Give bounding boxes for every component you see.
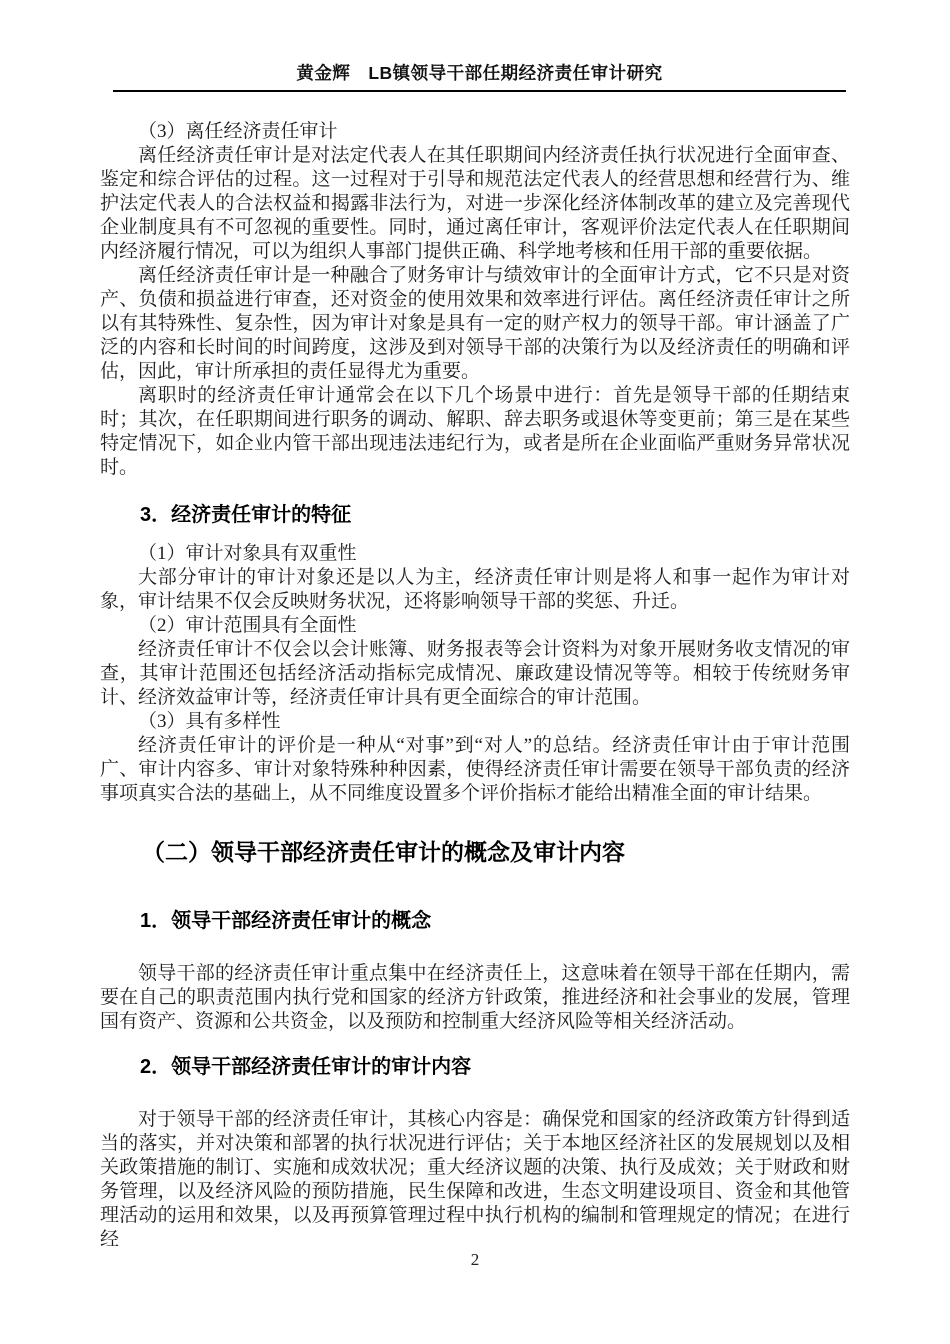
page-footer xyxy=(0,1250,950,1270)
feature-3-text: 经济责任审计的评价是一种从“对事”到“对人”的总结。经济责任审计由于审计范围广、审计内容多、审计对象特殊种种因素，使得经济责任审计需要在领导干部负责的经济事项真实合法的基础上，从不同维度设置多个评价指标才能给出精准全面的审计结果。 xyxy=(100,735,850,804)
feature-3-label: （3）具有多样性 xyxy=(138,711,281,732)
feature-2-text: 经济责任审计不仅会以会计账簿、财务报表等会计资料为对象开展财务收支情况的审查，其审计范围还包括经济活动指标完成情况、廉政建设情况等等。相较于传统财务审计、经济效益审计等，经济责任审计具有更全面综合的审计范围。 xyxy=(100,639,850,708)
heading-audit-content: 2．领导干部经济责任审计的审计内容 xyxy=(140,1056,472,1078)
heading-concept: 1．领导干部经济责任审计的概念 xyxy=(140,910,432,932)
feature-1-text: 大部分审计的审计对象还是以人为主，经济责任审计则是将人和事一起作为审计对象，审计结果不仅会反映财务状况，还将影响领导干部的奖惩、升迁。 xyxy=(100,567,850,612)
heading-audit-features: 3．经济责任审计的特征 xyxy=(140,504,352,526)
page-header xyxy=(113,0,846,92)
running-header-title: 黄金辉 LB镇领导干部任期经济责任审计研究 xyxy=(296,63,663,83)
paragraph-departure-audit-3: 离职时的经济责任审计通常会在以下几个场景中进行：首先是领导干部的任期结束时；其次，在任职期间进行职务的调动、解职、辞去职务或退休等变更前；第三是在某些特定情况下，如企业内管干部出现违法违纪行为，或者是所在企业面临严重财务异常状况时。 xyxy=(100,385,850,478)
heading-section-two: （二）领导干部经济责任审计的概念及审计内容 xyxy=(142,839,625,865)
feature-2-label: （2）审计范围具有全面性 xyxy=(138,615,357,636)
feature-1-label: （1）审计对象具有双重性 xyxy=(138,543,357,564)
page-number: 2 xyxy=(470,1250,480,1269)
item-title-departure-audit: （3）离任经济责任审计 xyxy=(138,121,338,142)
paragraph-audit-content: 对于领导干部的经济责任审计，其核心内容是：确保党和国家的经济政策方针得到适当的落实，并对决策和部署的执行状况进行评估；关于本地区经济社区的发展规划以及相关政策措施的制订、实施和成效状况；重大经济议题的决策、执行及成效；关于财政和财务管理，以及经济风险的预防措施，民生保障和改进，生态文明建设项目、资金和其他管理活动的运用和效果，以及再预算管理过程中执行机构的编制和管理规定的情况；在进行经 xyxy=(100,1109,850,1250)
paragraph-concept: 领导干部的经济责任审计重点集中在经济责任上，这意味着在领导干部在任期内，需要在自己的职责范围内执行党和国家的经济方针政策，推进经济和社会事业的发展，管理国有资产、资源和公共资金，以及预防和控制重大经济风险等相关经济活动。 xyxy=(100,963,850,1032)
paragraph-departure-audit-1: 离任经济责任审计是对法定代表人在其任职期间内经济责任执行状况进行全面审查、鉴定和综合评估的过程。这一过程对于引导和规范法定代表人的经营思想和经营行为、维护法定代表人的合法权益和揭露非法行为，对进一步深化经济体制改革的建立及完善现代企业制度具有不可忽视的重要性。同时，通过离任审计，客观评价法定代表人在任职期间内经济履行情况，可以为组织人事部门提供正确、科学地考核和任用干部的重要依据。 xyxy=(100,145,850,262)
page-content xyxy=(100,120,850,1252)
paragraph-departure-audit-2: 离任经济责任审计是一种融合了财务审计与绩效审计的全面审计方式，它不只是对资产、负债和损益进行审查，还对资金的使用效果和效率进行评估。离任经济责任审计之所以有其特殊性、复杂性，因为审计对象是具有一定的财产权力的领导干部。审计涵盖了广泛的内容和长时间的时间跨度，这涉及到对领导干部的决策行为以及经济责任的明确和评估，因此，审计所承担的责任显得尤为重要。 xyxy=(100,265,850,382)
